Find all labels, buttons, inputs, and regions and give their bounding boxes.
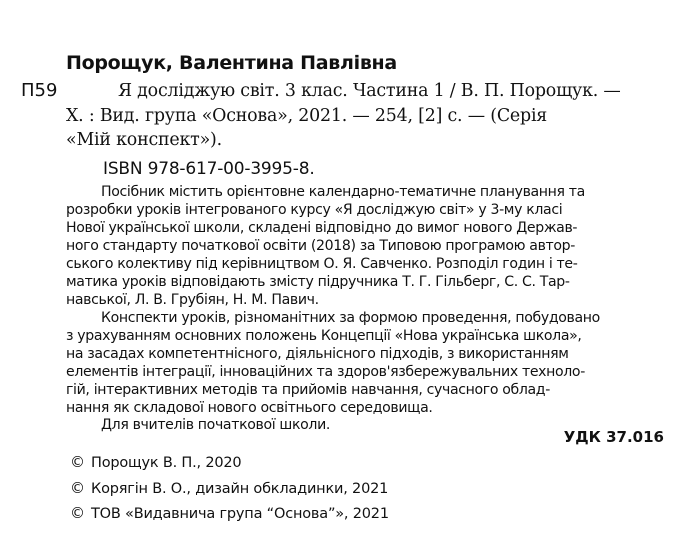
copyright-symbol: © xyxy=(70,478,85,497)
copyright-text: Корягін В. О., дизайн обкладинки, 2021 xyxy=(91,480,389,497)
copyright-line xyxy=(70,476,389,502)
annotation-line: гій, інтерактивних методів та прийомів навчання, сучасного облад- xyxy=(66,382,550,398)
bibliographic-line: Х. : Вид. група «Основа», 2021. — 254, [2] с. — (Серія xyxy=(66,105,548,126)
isbn: ISBN 978-617-00-3995-8. xyxy=(103,159,315,179)
bibliographic-description xyxy=(66,79,666,153)
annotation-line: з урахуванням основних положень Концепції «Нова українська школа», xyxy=(66,328,582,344)
copyright-line xyxy=(70,450,389,476)
copyright-text: ТОВ «Видавнича група “Основа”», 2021 xyxy=(91,506,389,522)
annotation-line: Посібник містить орієнтовне календарно-тематичне планування та xyxy=(101,184,585,200)
copyright-block xyxy=(70,450,389,527)
annotation-line: Нової української школи, складені відповідно до вимог нового Держав- xyxy=(66,220,578,236)
copyright-text: Порощук В. П., 2020 xyxy=(91,455,242,471)
annotation-line: матика уроків відповідають змісту підручника Т. Г. Гільберг, С. С. Тар- xyxy=(66,274,570,290)
annotation-line: ського колективу під керівництвом О. Я. Савченко. Розподіл годин і те- xyxy=(66,256,578,272)
annotation-line: елементів інтеграції, інноваційних та здоров'язбережувальних техноло- xyxy=(66,364,585,380)
annotation-line: ного стандарту початкової освіти (2018) за Типовою програмою автор- xyxy=(66,238,575,254)
annotation-line: Конспекти уроків, різноманітних за формою проведення, побудовано xyxy=(101,310,600,326)
copyright-symbol: © xyxy=(70,504,85,522)
annotation-line: на засадах компетентнісного, діяльнісного підходів, з використанням xyxy=(66,346,569,362)
annotation-line: Для вчителів початкової школи. xyxy=(101,417,331,433)
udc-code: УДК 37.016 xyxy=(563,428,664,446)
annotation-line: розробки уроків інтегрованого курсу «Я досліджую світ» у 3-му класі xyxy=(66,202,563,218)
catalog-index: П59 xyxy=(21,80,58,101)
bibliographic-line: Я досліджую світ. 3 клас. Частина 1 / В. П. Порощук. — xyxy=(118,81,621,101)
copyright-symbol: © xyxy=(70,453,85,471)
author-heading: Порощук, Валентина Павлівна xyxy=(66,52,397,74)
annotation-paragraph xyxy=(66,309,666,417)
copyright-line xyxy=(70,501,389,527)
bibliographic-line: «Мій конспект»). xyxy=(66,130,222,150)
annotation-paragraph xyxy=(66,183,666,309)
annotation-line: нання як складової нового освітнього середовища. xyxy=(66,400,433,416)
annotation-line: навської, Л. В. Грубіян, Н. М. Павич. xyxy=(66,292,319,308)
